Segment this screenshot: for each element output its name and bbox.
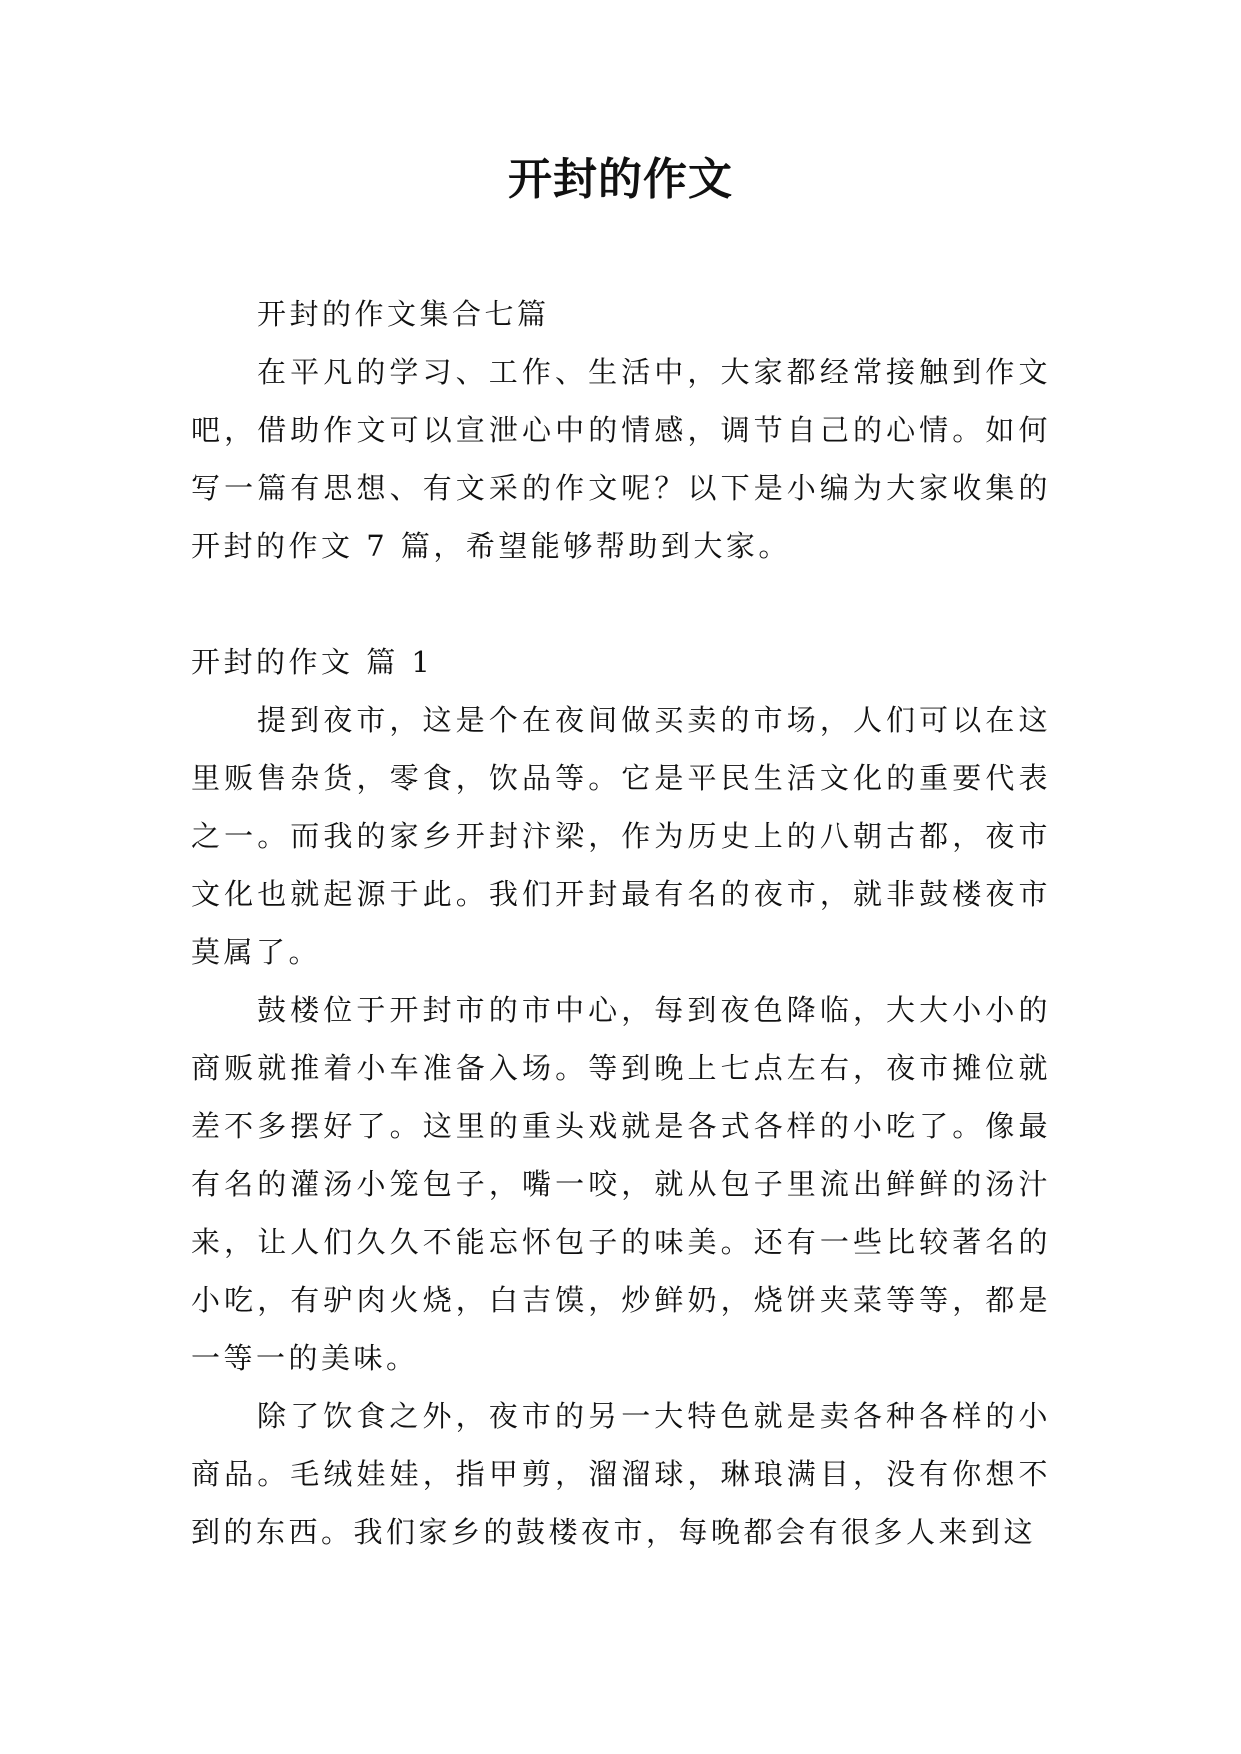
body-paragraph: 提到夜市，这是个在夜间做买卖的市场，人们可以在这里贩售杂货，零食，饮品等。它是平民生活文化的重要代表之一。而我的家乡开封汴梁，作为历史上的八朝古都，夜市文化也就起源于此。我们开封最有名的夜市，就非鼓楼夜市莫属了。 bbox=[191, 703, 1051, 969]
intro-paragraph: 在平凡的学习、工作、生活中，大家都经常接触到作文吧，借助作文可以宣泄心中的情感，调节自己的心情。如何写一篇有思想、有文采的作文呢？以下是小编为大家收集的开封的作文 7 篇，希望能够帮助到大家。 bbox=[191, 355, 1051, 563]
document-body bbox=[191, 285, 1051, 1561]
document-subtitle: 开封的作文集合七篇 bbox=[257, 297, 550, 331]
page-title: 开封的作文 bbox=[508, 154, 733, 205]
body-paragraph: 鼓楼位于开封市的市中心，每到夜色降临，大大小小的商贩就推着小车准备入场。等到晚上七点左右，夜市摊位就差不多摆好了。这里的重头戏就是各式各样的小吃了。像最有名的灌汤小笼包子，嘴一咬，就从包子里流出鲜鲜的汤汁来，让人们久久不能忘怀包子的味美。还有一些比较著名的小吃，有驴肉火烧，白吉馍，炒鲜奶，烧饼夹菜等等，都是一等一的美味。 bbox=[191, 993, 1051, 1375]
section-heading: 开封的作文 篇 1 bbox=[191, 645, 434, 679]
body-paragraph: 除了饮食之外，夜市的另一大特色就是卖各种各样的小商品。毛绒娃娃，指甲剪，溜溜球，琳琅满目，没有你想不到的东西。我们家乡的鼓楼夜市，每晚都会有很多人来到这 bbox=[191, 1399, 1051, 1549]
